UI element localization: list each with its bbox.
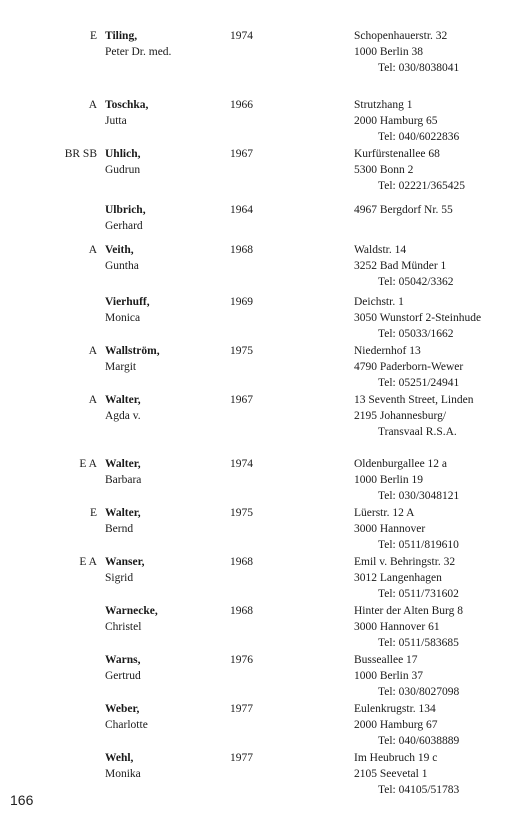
entry-year: 1975 <box>230 507 253 519</box>
entry-year: 1975 <box>230 345 253 357</box>
entry-surname: Walter, <box>105 458 141 470</box>
entry-address <box>354 652 459 701</box>
entry-name <box>105 97 148 129</box>
address-telephone: Tel: 05042/3362 <box>378 276 454 289</box>
entry-given-name: Charlotte <box>105 719 148 732</box>
directory-entry <box>0 28 526 97</box>
entry-code: E A <box>79 458 97 470</box>
entry-code: BR SB <box>64 148 97 160</box>
address-line: 2195 Johannesburg/ <box>354 410 447 423</box>
address-telephone: Tel: 030/8038041 <box>378 62 460 75</box>
entry-address <box>354 294 481 343</box>
entry-given-name: Gerhard <box>105 220 143 233</box>
entry-name <box>105 701 148 733</box>
entry-name <box>105 343 160 375</box>
address-line: 3012 Langenhagen <box>354 572 442 585</box>
address-telephone: Tel: 02221/365425 <box>378 180 466 193</box>
entry-given-name: Agda v. <box>105 410 141 423</box>
address-line: Hinter der Alten Burg 8 <box>354 605 464 617</box>
entry-code: A <box>88 394 97 406</box>
entry-address <box>354 28 459 77</box>
directory-entry <box>0 294 526 343</box>
entry-name <box>105 554 145 586</box>
entry-year: 1976 <box>230 654 253 666</box>
entry-surname: Veith, <box>105 244 134 256</box>
entry-year: 1974 <box>230 458 253 470</box>
directory-entry <box>0 392 526 456</box>
entry-year: 1969 <box>230 296 253 308</box>
entry-code: A <box>88 244 97 256</box>
address-line: Lüerstr. 12 A <box>354 507 415 519</box>
entry-name <box>105 652 141 684</box>
address-telephone: Tel: 030/8027098 <box>378 686 460 699</box>
directory-entry <box>0 603 526 652</box>
address-telephone: Transvaal R.S.A. <box>378 426 457 439</box>
entry-address <box>354 343 463 392</box>
address-line: 4790 Paderborn-Wewer <box>354 361 464 374</box>
entry-address <box>354 505 459 554</box>
entry-code: A <box>88 99 97 111</box>
directory-list <box>0 28 526 810</box>
entry-surname: Toschka, <box>105 99 149 111</box>
entry-year: 1964 <box>230 204 253 216</box>
entry-given-name: Sigrid <box>105 572 134 585</box>
entry-code: E <box>89 507 97 519</box>
entry-surname: Tiling, <box>105 30 138 42</box>
address-line: 4967 Bergdorf Nr. 55 <box>354 204 453 216</box>
address-telephone: Tel: 030/3048121 <box>378 490 460 503</box>
directory-entry <box>0 146 526 202</box>
entry-surname: Weber, <box>105 703 140 715</box>
directory-entry <box>0 343 526 392</box>
directory-entry <box>0 505 526 554</box>
entry-given-name: Bernd <box>105 523 134 536</box>
address-line: Emil v. Behringstr. 32 <box>354 556 456 568</box>
entry-code: E A <box>79 556 97 568</box>
entry-given-name: Jutta <box>105 115 127 128</box>
entry-given-name: Monika <box>105 768 141 781</box>
address-telephone: Tel: 040/6022836 <box>378 131 460 144</box>
entry-given-name: Barbara <box>105 474 142 487</box>
entry-name <box>105 603 158 635</box>
entry-surname: Walter, <box>105 394 141 406</box>
entry-given-name: Guntha <box>105 260 139 273</box>
entry-code: A <box>88 345 97 357</box>
entry-name <box>105 28 171 60</box>
address-line: Kurfürstenallee 68 <box>354 148 440 160</box>
entry-year: 1974 <box>230 30 253 42</box>
address-telephone: Tel: 04105/51783 <box>378 784 460 797</box>
entry-surname: Vierhuff, <box>105 296 150 308</box>
address-telephone: Tel: 0511/583685 <box>378 637 459 650</box>
entry-surname: Ulbrich, <box>105 204 146 216</box>
entry-name <box>105 146 140 178</box>
address-line: 3050 Wunstorf 2-Steinhude <box>354 312 482 325</box>
address-line: 2000 Hamburg 65 <box>354 115 438 128</box>
entry-surname: Warns, <box>105 654 141 666</box>
entry-year: 1977 <box>230 752 253 764</box>
entry-address <box>354 97 459 146</box>
entry-year: 1966 <box>230 99 253 111</box>
entry-address <box>354 456 459 505</box>
entry-name <box>105 242 139 274</box>
entry-name <box>105 294 150 326</box>
address-line: 3000 Hannover <box>354 523 426 536</box>
address-line: 13 Seventh Street, Linden <box>354 394 474 406</box>
address-telephone: Tel: 05251/24941 <box>378 377 460 390</box>
page-number: 166 <box>10 792 34 808</box>
entry-address <box>354 603 463 652</box>
entry-name <box>105 750 141 782</box>
entry-year: 1967 <box>230 394 253 406</box>
entry-address <box>354 750 459 799</box>
address-line: 3000 Hannover 61 <box>354 621 440 634</box>
address-telephone: Tel: 0511/731602 <box>378 588 459 601</box>
address-telephone: Tel: 040/6038889 <box>378 735 460 748</box>
entry-name <box>105 202 146 234</box>
entry-given-name: Margit <box>105 361 137 374</box>
entry-year: 1968 <box>230 556 253 568</box>
entry-address <box>354 701 459 750</box>
directory-entry <box>0 750 526 810</box>
address-line: 1000 Berlin 19 <box>354 474 423 487</box>
address-line: Niedernhof 13 <box>354 345 421 357</box>
address-line: Strutzhang 1 <box>354 99 413 111</box>
entry-surname: Wallström, <box>105 345 160 357</box>
address-line: 1000 Berlin 38 <box>354 46 423 59</box>
entry-address <box>354 202 453 218</box>
entry-year: 1977 <box>230 703 253 715</box>
entry-surname: Walter, <box>105 507 141 519</box>
entry-address <box>354 146 465 195</box>
entry-address <box>354 392 473 441</box>
entry-given-name: Monica <box>105 312 141 325</box>
directory-entry <box>0 701 526 750</box>
address-line: 2000 Hamburg 67 <box>354 719 438 732</box>
address-line: 1000 Berlin 37 <box>354 670 423 683</box>
address-line: Im Heubruch 19 c <box>354 752 438 764</box>
entry-code: E <box>89 30 97 42</box>
entry-name <box>105 505 141 537</box>
address-line: 2105 Seevetal 1 <box>354 768 428 781</box>
entry-given-name: Gudrun <box>105 164 141 177</box>
address-line: Schopenhauerstr. 32 <box>354 30 448 42</box>
address-line: Eulenkrugstr. 134 <box>354 703 436 715</box>
address-line: Waldstr. 14 <box>354 244 407 256</box>
address-line: 5300 Bonn 2 <box>354 164 414 177</box>
directory-entry <box>0 554 526 603</box>
entry-surname: Wehl, <box>105 752 134 764</box>
entry-address <box>354 554 459 603</box>
entry-name <box>105 392 141 424</box>
entry-given-name: Gertrud <box>105 670 141 683</box>
address-line: Deichstr. 1 <box>354 296 404 308</box>
entry-surname: Uhlich, <box>105 148 141 160</box>
directory-entry <box>0 242 526 294</box>
directory-entry <box>0 652 526 701</box>
directory-entry <box>0 456 526 505</box>
entry-year: 1967 <box>230 148 253 160</box>
directory-entry <box>0 97 526 146</box>
entry-given-name: Christel <box>105 621 142 634</box>
entry-address <box>354 242 454 291</box>
entry-year: 1968 <box>230 244 253 256</box>
entry-given-name: Peter Dr. med. <box>105 46 172 59</box>
entry-year: 1968 <box>230 605 253 617</box>
address-line: 3252 Bad Münder 1 <box>354 260 447 273</box>
address-line: Busseallee 17 <box>354 654 418 666</box>
entry-name <box>105 456 141 488</box>
entry-surname: Warnecke, <box>105 605 158 617</box>
directory-entry <box>0 202 526 242</box>
address-line: Oldenburgallee 12 a <box>354 458 448 470</box>
address-telephone: Tel: 05033/1662 <box>378 328 454 341</box>
address-telephone: Tel: 0511/819610 <box>378 539 459 552</box>
entry-surname: Wanser, <box>105 556 145 568</box>
